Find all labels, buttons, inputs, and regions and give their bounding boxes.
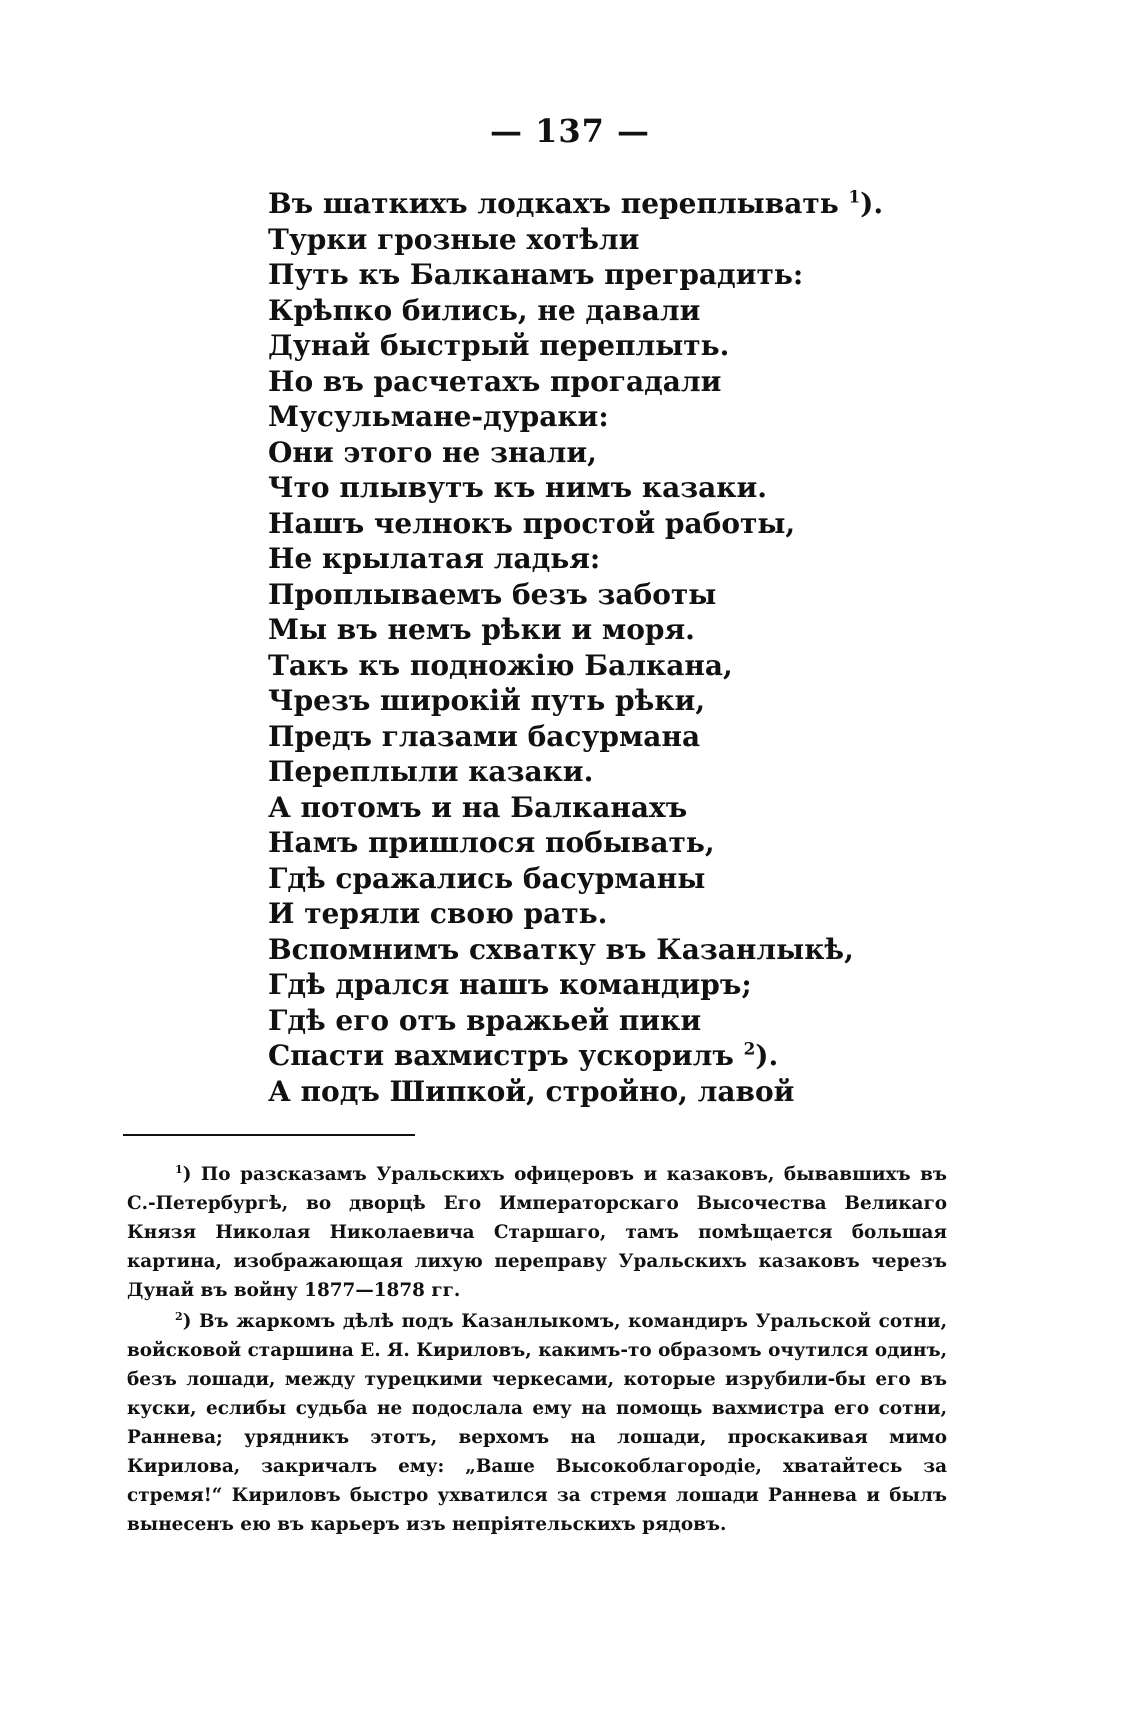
poem-line <box>268 506 888 542</box>
poem-line <box>268 1074 888 1110</box>
poem-line-text: Гдѣ сражались басурманы <box>268 861 706 895</box>
poem-line-punctuation: ). <box>755 1039 779 1072</box>
poem-line-text: Спасти вахмистръ ускорилъ <box>268 1039 744 1072</box>
poem-line-punctuation: ). <box>860 187 884 220</box>
poem-line <box>268 754 888 790</box>
footnote-marker: 1 <box>175 1162 183 1176</box>
poem-line <box>268 364 888 400</box>
poem-line <box>268 257 888 293</box>
footnote-marker: 2 <box>175 1309 183 1323</box>
poem-line <box>268 861 888 897</box>
poem-line-text: Путь къ Балканамъ преградить: <box>268 258 804 291</box>
poem-line-text: И теряли свою рать. <box>268 897 608 930</box>
footnote <box>127 1160 947 1305</box>
poem-line <box>268 790 888 826</box>
poem-line <box>268 683 888 719</box>
poem-line <box>268 399 888 435</box>
poem-line <box>268 825 888 861</box>
poem-line <box>268 186 888 222</box>
poem-line-text: Проплываемъ безъ заботы <box>268 577 717 611</box>
footnote-text: ) Въ жаркомъ дѣлѣ подъ Казанлыкомъ, командиръ Уральской сотни, войсковой старшина Е. Я. Кириловъ, какимъ-то образомъ очутился одинъ, безъ лошади, между турецкими черкесами, которые изрубили-бы его въ куски, еслибы судьба не подослала ему на помощь вахмистра его сотни, Раннева; урядникъ этотъ, верхомъ на лошади, проскакивая мимо Кирилова, закричалъ ему: „Ваше Высокоблагородіе, хватайтесь за стремя!“ Кириловъ быстро ухватился за стремя лошади Раннева и былъ вынесенъ ею въ карьеръ изъ непріятельскихъ рядовъ. <box>127 1311 947 1535</box>
poem-line <box>268 1038 888 1074</box>
footnote-text: ) По разсказамъ Уральскихъ офицеровъ и казаковъ, бывавшихъ въ С.-Петербургѣ, во дворцѣ Его Императорскаго Высочества Великаго Князя Николая Николаевича Старшаго, тамъ помѣщается большая картина, изображающая лихую переправу Уральскихъ казаковъ черезъ Дунай въ войну 1877—1878 гг. <box>127 1164 947 1301</box>
poem-line-text: А подъ Шипкой, стройно, лавой <box>268 1074 795 1108</box>
poem-line-text: Мусульмане-дураки: <box>268 400 609 433</box>
poem-line <box>268 967 888 1003</box>
poem-line-text: Нашъ челнокъ простой работы, <box>268 506 796 540</box>
poem-line-text: Такъ къ подножію Балкана, <box>268 648 733 682</box>
poem-line-text: Чрезъ широкій путь рѣки, <box>268 684 706 717</box>
poem-line <box>268 435 888 471</box>
poem-line-text: Они этого не знали, <box>268 435 597 469</box>
poem-line <box>268 932 888 968</box>
footnote-divider <box>123 1134 415 1136</box>
poem-line <box>268 719 888 755</box>
footnote-reference: 2 <box>743 1038 756 1059</box>
poem-line <box>268 293 888 329</box>
poem-line <box>268 1003 888 1039</box>
poem-line-text: Что плывутъ къ нимъ казаки. <box>268 471 767 504</box>
poem-line <box>268 648 888 684</box>
poem-line <box>268 470 888 506</box>
poem-line-text: Но въ расчетахъ прогадали <box>268 364 722 398</box>
poem-line <box>268 612 888 648</box>
poem-line-text: Дунай быстрый переплыть. <box>268 329 730 362</box>
poem-line-text: Крѣпко бились, не давали <box>268 293 701 327</box>
poem-line <box>268 222 888 258</box>
poem-line-text: Турки грозные хотѣли <box>268 222 640 256</box>
poem-line-text: А потомъ и на Балканахъ <box>268 790 688 824</box>
poem-line-text: Вспомнимъ схватку въ Казанлыкѣ, <box>268 932 854 966</box>
poem-line-text: Намъ пришлося побывать, <box>268 826 715 859</box>
footnote <box>127 1307 947 1539</box>
poem-line-text: Не крылатая ладья: <box>268 542 601 575</box>
poem-line-text: Гдѣ его отъ вражьей пики <box>268 1003 702 1037</box>
poem-line <box>268 577 888 613</box>
poem <box>268 186 888 1109</box>
footnotes <box>127 1160 947 1541</box>
poem-line <box>268 541 888 577</box>
poem-line <box>268 896 888 932</box>
poem-line-text: Переплыли казаки. <box>268 755 594 788</box>
poem-line-text: Мы въ немъ рѣки и моря. <box>268 613 695 646</box>
poem-line <box>268 328 888 364</box>
poem-line-text: Предъ глазами басурмана <box>268 719 701 753</box>
poem-line-text: Въ шаткихъ лодкахъ переплывать <box>268 187 849 220</box>
page-number: — 137 — <box>489 112 651 150</box>
poem-line-text: Гдѣ дрался нашъ командиръ; <box>268 968 752 1001</box>
footnote-reference: 1 <box>848 186 861 207</box>
